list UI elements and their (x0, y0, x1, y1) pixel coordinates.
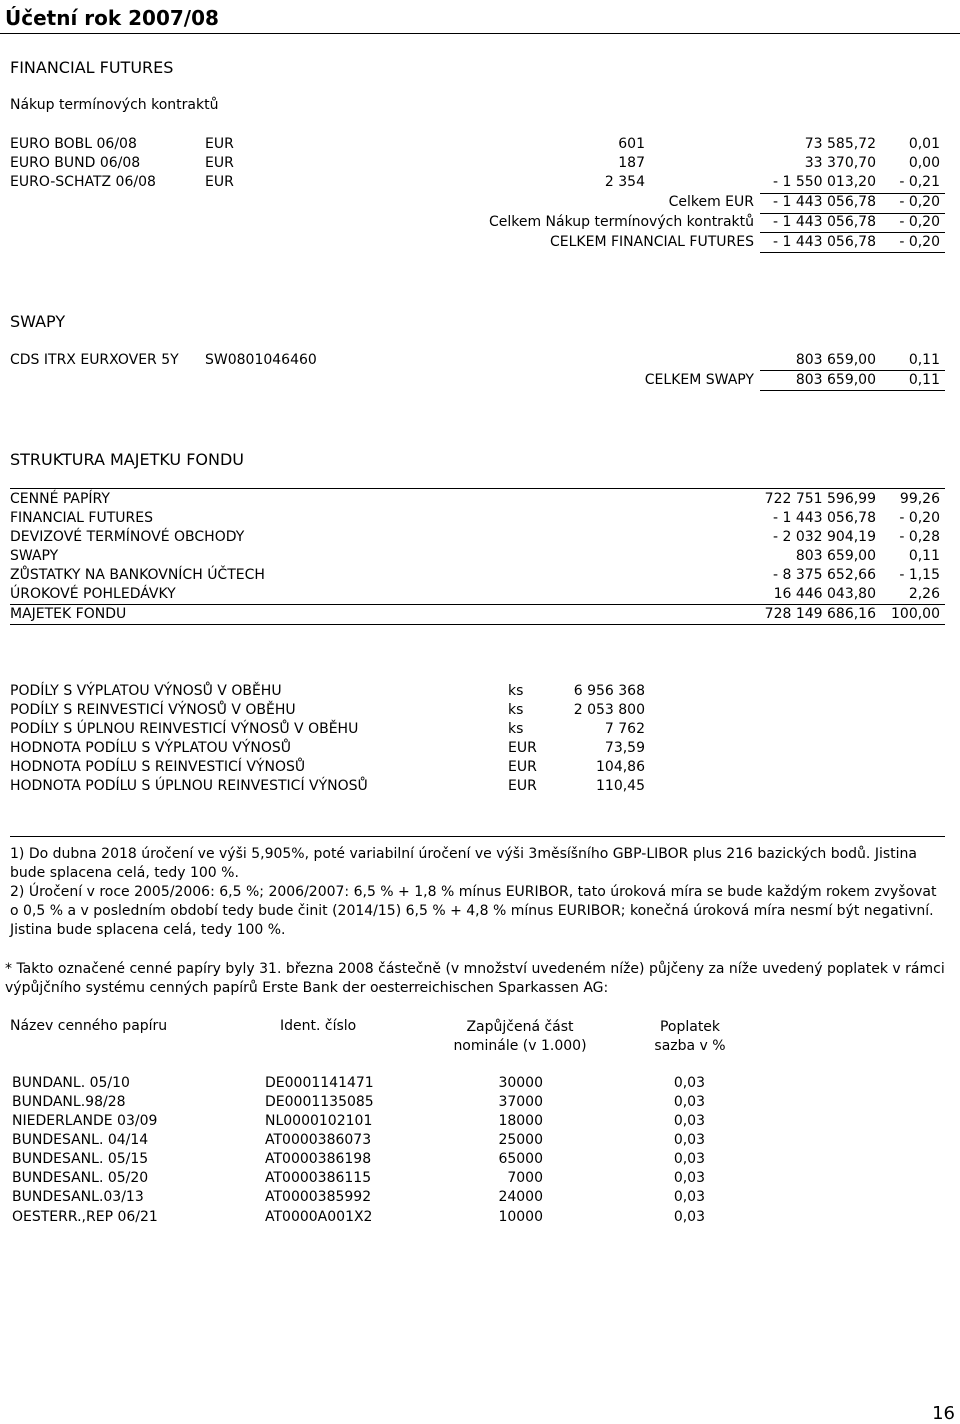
loan-part: 37000 (498, 1094, 543, 1110)
futures-pct: - 0,21 (899, 174, 940, 190)
struktura-bottom-rule (10, 624, 945, 625)
loan-name: OESTERR.,REP 06/21 (12, 1209, 158, 1225)
loan-name: NIEDERLANDE 03/09 (12, 1113, 158, 1129)
loan-name: BUNDANL. 05/10 (12, 1075, 130, 1091)
footnote-2: 2) Úročení v roce 2005/2006: 6,5 %; 2006/2007: 6,5 % + 1,8 % mínus EURIBOR, tato úroková míra se bude každým rokem zvyšovat o 0,5 % a v posledním období tedy bude činit (2014/15) 6,5 % + 4,8 % mínus EURIBOR; konečná úroková míra nesmí být negativní. Jistina bude splacena celá, tedy 100 %. (10, 884, 937, 938)
loan-fee: 0,03 (673, 1209, 705, 1225)
total-label: CELKEM FINANCIAL FUTURES (550, 234, 754, 250)
total-divider (760, 252, 945, 253)
loan-fee: 0,03 (673, 1132, 705, 1148)
futures-value: 33 370,70 (804, 155, 876, 171)
struktura-label: MAJETEK FONDU (10, 606, 127, 622)
podily-unit: ks (508, 702, 524, 718)
page-title: Účetní rok 2007/08 (5, 6, 219, 30)
loan-ident: DE0001135085 (265, 1094, 374, 1110)
total-pct: - 0,20 (899, 214, 940, 230)
loan-name: BUNDESANL. 04/14 (12, 1132, 149, 1148)
podily-label: HODNOTA PODÍLU S REINVESTICÍ VÝNOSŮ (10, 759, 306, 775)
struktura-label: FINANCIAL FUTURES (10, 510, 153, 526)
struktura-pct: 100,00 (891, 606, 940, 622)
struktura-value: - 1 443 056,78 (772, 510, 876, 526)
podily-value: 7 762 (604, 721, 645, 737)
futures-currency: EUR (205, 155, 234, 171)
struktura-top-rule (10, 488, 945, 489)
futures-currency: EUR (205, 174, 234, 190)
page-number: 16 (932, 1403, 955, 1424)
swap-pct: 0,11 (908, 352, 940, 368)
futures-value: 73 585,72 (804, 136, 876, 152)
struktura-heading: STRUKTURA MAJETKU FONDU (10, 450, 244, 469)
total-value: - 1 443 056,78 (772, 234, 876, 250)
podily-label: PODÍLY S VÝPLATOU VÝNOSŮ V OBĚHU (10, 683, 282, 699)
total-value: - 1 443 056,78 (772, 194, 876, 210)
futures-pct: 0,00 (908, 155, 940, 171)
swap-code: SW0801046460 (205, 352, 317, 368)
loan-fee: 0,03 (673, 1189, 705, 1205)
col-header-part-line2: nominále (v 1.000) (453, 1038, 587, 1054)
loan-ident: AT0000386198 (265, 1151, 372, 1167)
loan-ident: NL0000102101 (265, 1113, 373, 1129)
struktura-label: ZŮSTATKY NA BANKOVNÍCH ÚČTECH (10, 567, 265, 583)
loan-part: 7000 (507, 1170, 543, 1186)
struktura-pct: - 1,15 (899, 567, 940, 583)
struktura-pct: - 0,28 (899, 529, 940, 545)
podily-label: HODNOTA PODÍLU S VÝPLATOU VÝNOSŮ (10, 740, 292, 756)
loan-part: 24000 (498, 1189, 543, 1205)
podily-unit: EUR (508, 759, 537, 775)
podily-unit: EUR (508, 778, 537, 794)
podily-value: 104,86 (596, 759, 645, 775)
struktura-value: 728 149 686,16 (764, 606, 876, 622)
loan-name: BUNDESANL.03/13 (12, 1189, 144, 1205)
total-pct: - 0,20 (899, 194, 940, 210)
futures-name: EURO-SCHATZ 06/08 (10, 174, 156, 190)
struktura-pct: 0,11 (908, 548, 940, 564)
struktura-label: CENNÉ PAPÍRY (10, 491, 110, 507)
loan-part: 30000 (498, 1075, 543, 1091)
col-header-fee-line2: sazba v % (654, 1038, 726, 1054)
loan-part: 25000 (498, 1132, 543, 1148)
total-divider (760, 390, 945, 391)
struktura-pct: 2,26 (908, 586, 940, 602)
podily-value: 6 956 368 (573, 683, 645, 699)
total-value: - 1 443 056,78 (772, 214, 876, 230)
struktura-value: 16 446 043,80 (773, 586, 876, 602)
podily-label: PODÍLY S REINVESTICÍ VÝNOSŮ V OBĚHU (10, 702, 296, 718)
footnote-1: 1) Do dubna 2018 úročení ve výši 5,905%, poté variabilní úročení ve výši 3měsíšního GBP-LIBOR plus 216 bazických bodů. Jistina bude splacena celá, tedy 100 %. (10, 846, 917, 881)
futures-currency: EUR (205, 136, 234, 152)
futures-name: EURO BOBL 06/08 (10, 136, 137, 152)
col-header-ident: Ident. číslo (280, 1018, 357, 1034)
struktura-value: - 2 032 904,19 (772, 529, 876, 545)
loan-fee: 0,03 (673, 1075, 705, 1091)
futures-subheading: Nákup termínových kontraktů (10, 97, 219, 113)
loan-part: 65000 (498, 1151, 543, 1167)
total-label: CELKEM SWAPY (644, 372, 754, 388)
futures-value: - 1 550 013,20 (772, 174, 876, 190)
total-pct: - 0,20 (899, 234, 940, 250)
podily-label: PODÍLY S ÚPLNOU REINVESTICÍ VÝNOSŮ V OBĚHU (10, 721, 359, 737)
struktura-value: - 8 375 652,66 (772, 567, 876, 583)
swap-name: CDS ITRX EURXOVER 5Y (10, 352, 179, 368)
swap-value: 803 659,00 (795, 352, 876, 368)
struktura-label: SWAPY (10, 548, 59, 564)
col-header-fee-line1: Poplatek (659, 1019, 721, 1035)
loan-fee: 0,03 (673, 1151, 705, 1167)
podily-unit: ks (508, 683, 524, 699)
loan-part: 10000 (498, 1209, 543, 1225)
loan-ident: DE0001141471 (265, 1075, 374, 1091)
total-label: Celkem EUR (668, 194, 754, 210)
financial-futures-heading: FINANCIAL FUTURES (10, 58, 174, 77)
title-underline (0, 33, 960, 34)
podily-label: HODNOTA PODÍLU S ÚPLNOU REINVESTICÍ VÝNOSŮ (10, 778, 368, 794)
total-pct: 0,11 (908, 372, 940, 388)
loan-part: 18000 (498, 1113, 543, 1129)
total-value: 803 659,00 (795, 372, 876, 388)
futures-name: EURO BUND 06/08 (10, 155, 141, 171)
loan-name: BUNDESANL. 05/20 (12, 1170, 149, 1186)
struktura-label: ÚROKOVÉ POHLEDÁVKY (10, 586, 176, 602)
podily-unit: EUR (508, 740, 537, 756)
col-header-name: Název cenného papíru (10, 1018, 168, 1034)
star-note: * Takto označené cenné papíry byly 31. března 2008 částečně (v množství uvedeném níže) půjčeny za níže uvedený poplatek v rámci výpůjčního systému cenných papírů Erste Bank der oesterreichischen Sparkassen AG: (5, 961, 945, 996)
struktura-value: 803 659,00 (795, 548, 876, 564)
total-label: Celkem Nákup termínových kontraktů (488, 214, 754, 230)
loan-ident: AT0000A001X2 (265, 1209, 373, 1225)
loan-fee: 0,03 (673, 1094, 705, 1110)
struktura-label: DEVIZOVÉ TERMÍNOVÉ OBCHODY (10, 529, 245, 545)
loan-ident: AT0000385992 (265, 1189, 372, 1205)
podily-unit: ks (508, 721, 524, 737)
podily-value: 73,59 (604, 740, 645, 756)
futures-qty: 187 (618, 155, 645, 171)
futures-pct: 0,01 (908, 136, 940, 152)
podily-value: 2 053 800 (573, 702, 645, 718)
futures-qty: 2 354 (604, 174, 645, 190)
col-header-part-line1: Zapůjčená část (466, 1019, 574, 1035)
loan-ident: AT0000386073 (265, 1132, 372, 1148)
struktura-pct: - 0,20 (899, 510, 940, 526)
loan-name: BUNDESANL. 05/15 (12, 1151, 149, 1167)
futures-qty: 601 (618, 136, 645, 152)
loan-ident: AT0000386115 (265, 1170, 372, 1186)
loan-fee: 0,03 (673, 1170, 705, 1186)
loan-fee: 0,03 (673, 1113, 705, 1129)
notes-rule (10, 836, 945, 837)
swapy-heading: SWAPY (10, 312, 66, 331)
podily-value: 110,45 (596, 778, 645, 794)
struktura-value: 722 751 596,99 (764, 491, 876, 507)
loan-name: BUNDANL.98/28 (12, 1094, 126, 1110)
struktura-pct: 99,26 (899, 491, 940, 507)
